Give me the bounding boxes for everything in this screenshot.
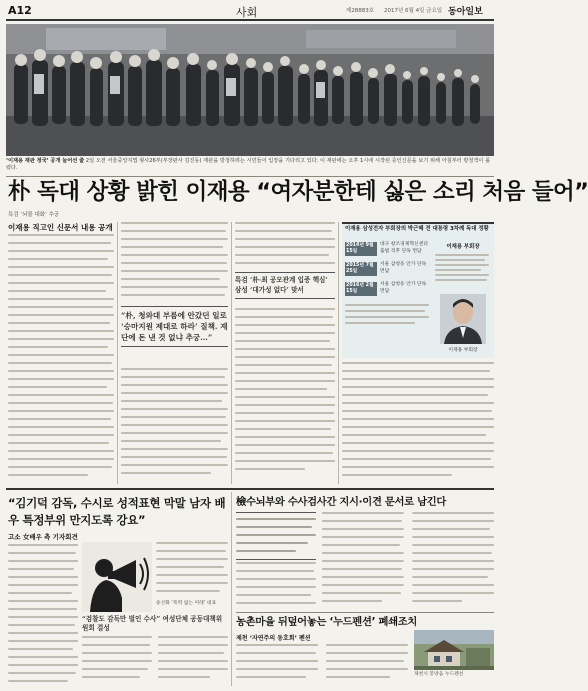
timeline-entry	[345, 262, 431, 276]
bottom-left-deck: 고소 女배우 측 기자회견	[8, 533, 78, 541]
section-divider	[6, 488, 494, 490]
portrait-image	[440, 294, 486, 344]
quote-box	[235, 272, 335, 299]
article-body-col4	[342, 362, 494, 482]
caption-quote: “검찰도 감독만 벌인 수사” 여성단체 공동대책위원회 결성	[82, 615, 223, 632]
timeline-date: 2015년 7월 25일	[345, 262, 377, 276]
bottom-left-body-col1	[8, 544, 78, 686]
timeline-entry	[345, 242, 431, 256]
bottom-left-headline: “김기덕 감독, 수시로 성적표현 막말 남자 배우 특정부위 만지도록 강요”	[8, 496, 226, 527]
illustration-box	[82, 542, 152, 612]
article-deck: 이재용 직고인 신문서 내용 공개	[8, 223, 113, 232]
timeline-date: 2014년 9월 15일	[345, 242, 377, 256]
headline-subline: 특검 ‘뇌물 대화’ 추궁	[8, 212, 60, 218]
bottom-right-headline: 檢수뇌부와 수사검사간 지시·이견 문서로 남긴다	[236, 496, 447, 508]
timeline-text: 대구 창조경제혁신센터 출범 직후 단독 면담	[380, 242, 428, 254]
article-body-col1	[8, 234, 114, 482]
newspaper-logo: 동아일보	[448, 7, 483, 17]
masthead-rule	[6, 19, 494, 21]
pull-quote	[121, 306, 228, 347]
pension-photo-caption: 제천시 봉양읍 누드펜션	[414, 672, 464, 677]
timeline-text: 서울 삼청동 안가 단독 면담	[380, 282, 427, 294]
timeline-text: 서울 삼청동 안가 단독 면담	[380, 262, 427, 274]
pull-quote-text: “朴, 청와대 부름에 안갔던 일로 ‘승마지원 제대로 하라’ 질책. 재단에 돈 낸 것 없냐 추궁…”	[121, 311, 228, 342]
main-headline: 朴 독대 상황 밝힌 이재용 “여자분한테 싫은 소리 처음 들어”	[8, 179, 588, 205]
profile-panel	[435, 242, 491, 281]
page-number: A12	[8, 4, 32, 17]
illustration-caption	[82, 615, 228, 633]
nude-pension-deck: 제천 ‘자연주의 동호회’ 펜션	[236, 635, 311, 642]
photo-caption-body: 2일 오전 서울중앙지법 형사26부(부장판사 김진동) 재판을 방청하려는 시민들이 입장을 기다리고 있다. 이 재판에는 오후 1시에 시작된 증인신문을 보기 위해 아침부터 방청객이 몰렸다.	[6, 158, 491, 171]
pension-photo	[414, 630, 494, 670]
megaphone-icon	[82, 542, 152, 612]
timeline-entry	[345, 282, 431, 296]
timeline-list	[345, 242, 431, 324]
timeline-title: 이재용 삼성전자 부회장의 박근혜 전 대통령 3차례 독대 정황	[345, 226, 489, 232]
section-title: 사회	[236, 6, 258, 19]
profile-heading: 이재용 부회장	[446, 244, 480, 250]
issue-date: 2017년 6월 4일 금요일	[384, 8, 443, 14]
pension-building-photo	[414, 630, 494, 670]
photo-caption-lead: ‘이재용 재판 정국’ 공개 늘어선 줄	[6, 158, 85, 164]
lead-photo	[6, 24, 494, 156]
timeline-date: 2016년 2월 15일	[345, 282, 377, 296]
timeline-box	[342, 222, 494, 358]
quote-box-text: 특검 ‘朴·최 공모관계 입증 핵심’ 삼성 ‘대가성 없다’ 맞서	[235, 276, 328, 294]
nude-pension-headline: 농촌마을 뒤덮어놓는 ‘누드펜션’ 폐쇄조치	[236, 616, 418, 628]
photo-caption	[6, 158, 494, 172]
person-portrait	[440, 294, 486, 344]
issue-number: 제28883호	[346, 8, 375, 14]
portrait-label: 이재용 부회장	[448, 348, 478, 353]
courthouse-queue-photo	[6, 24, 494, 156]
caption-speaker: 송산화 ‘폭력 없는 미래’ 대표	[156, 601, 217, 606]
